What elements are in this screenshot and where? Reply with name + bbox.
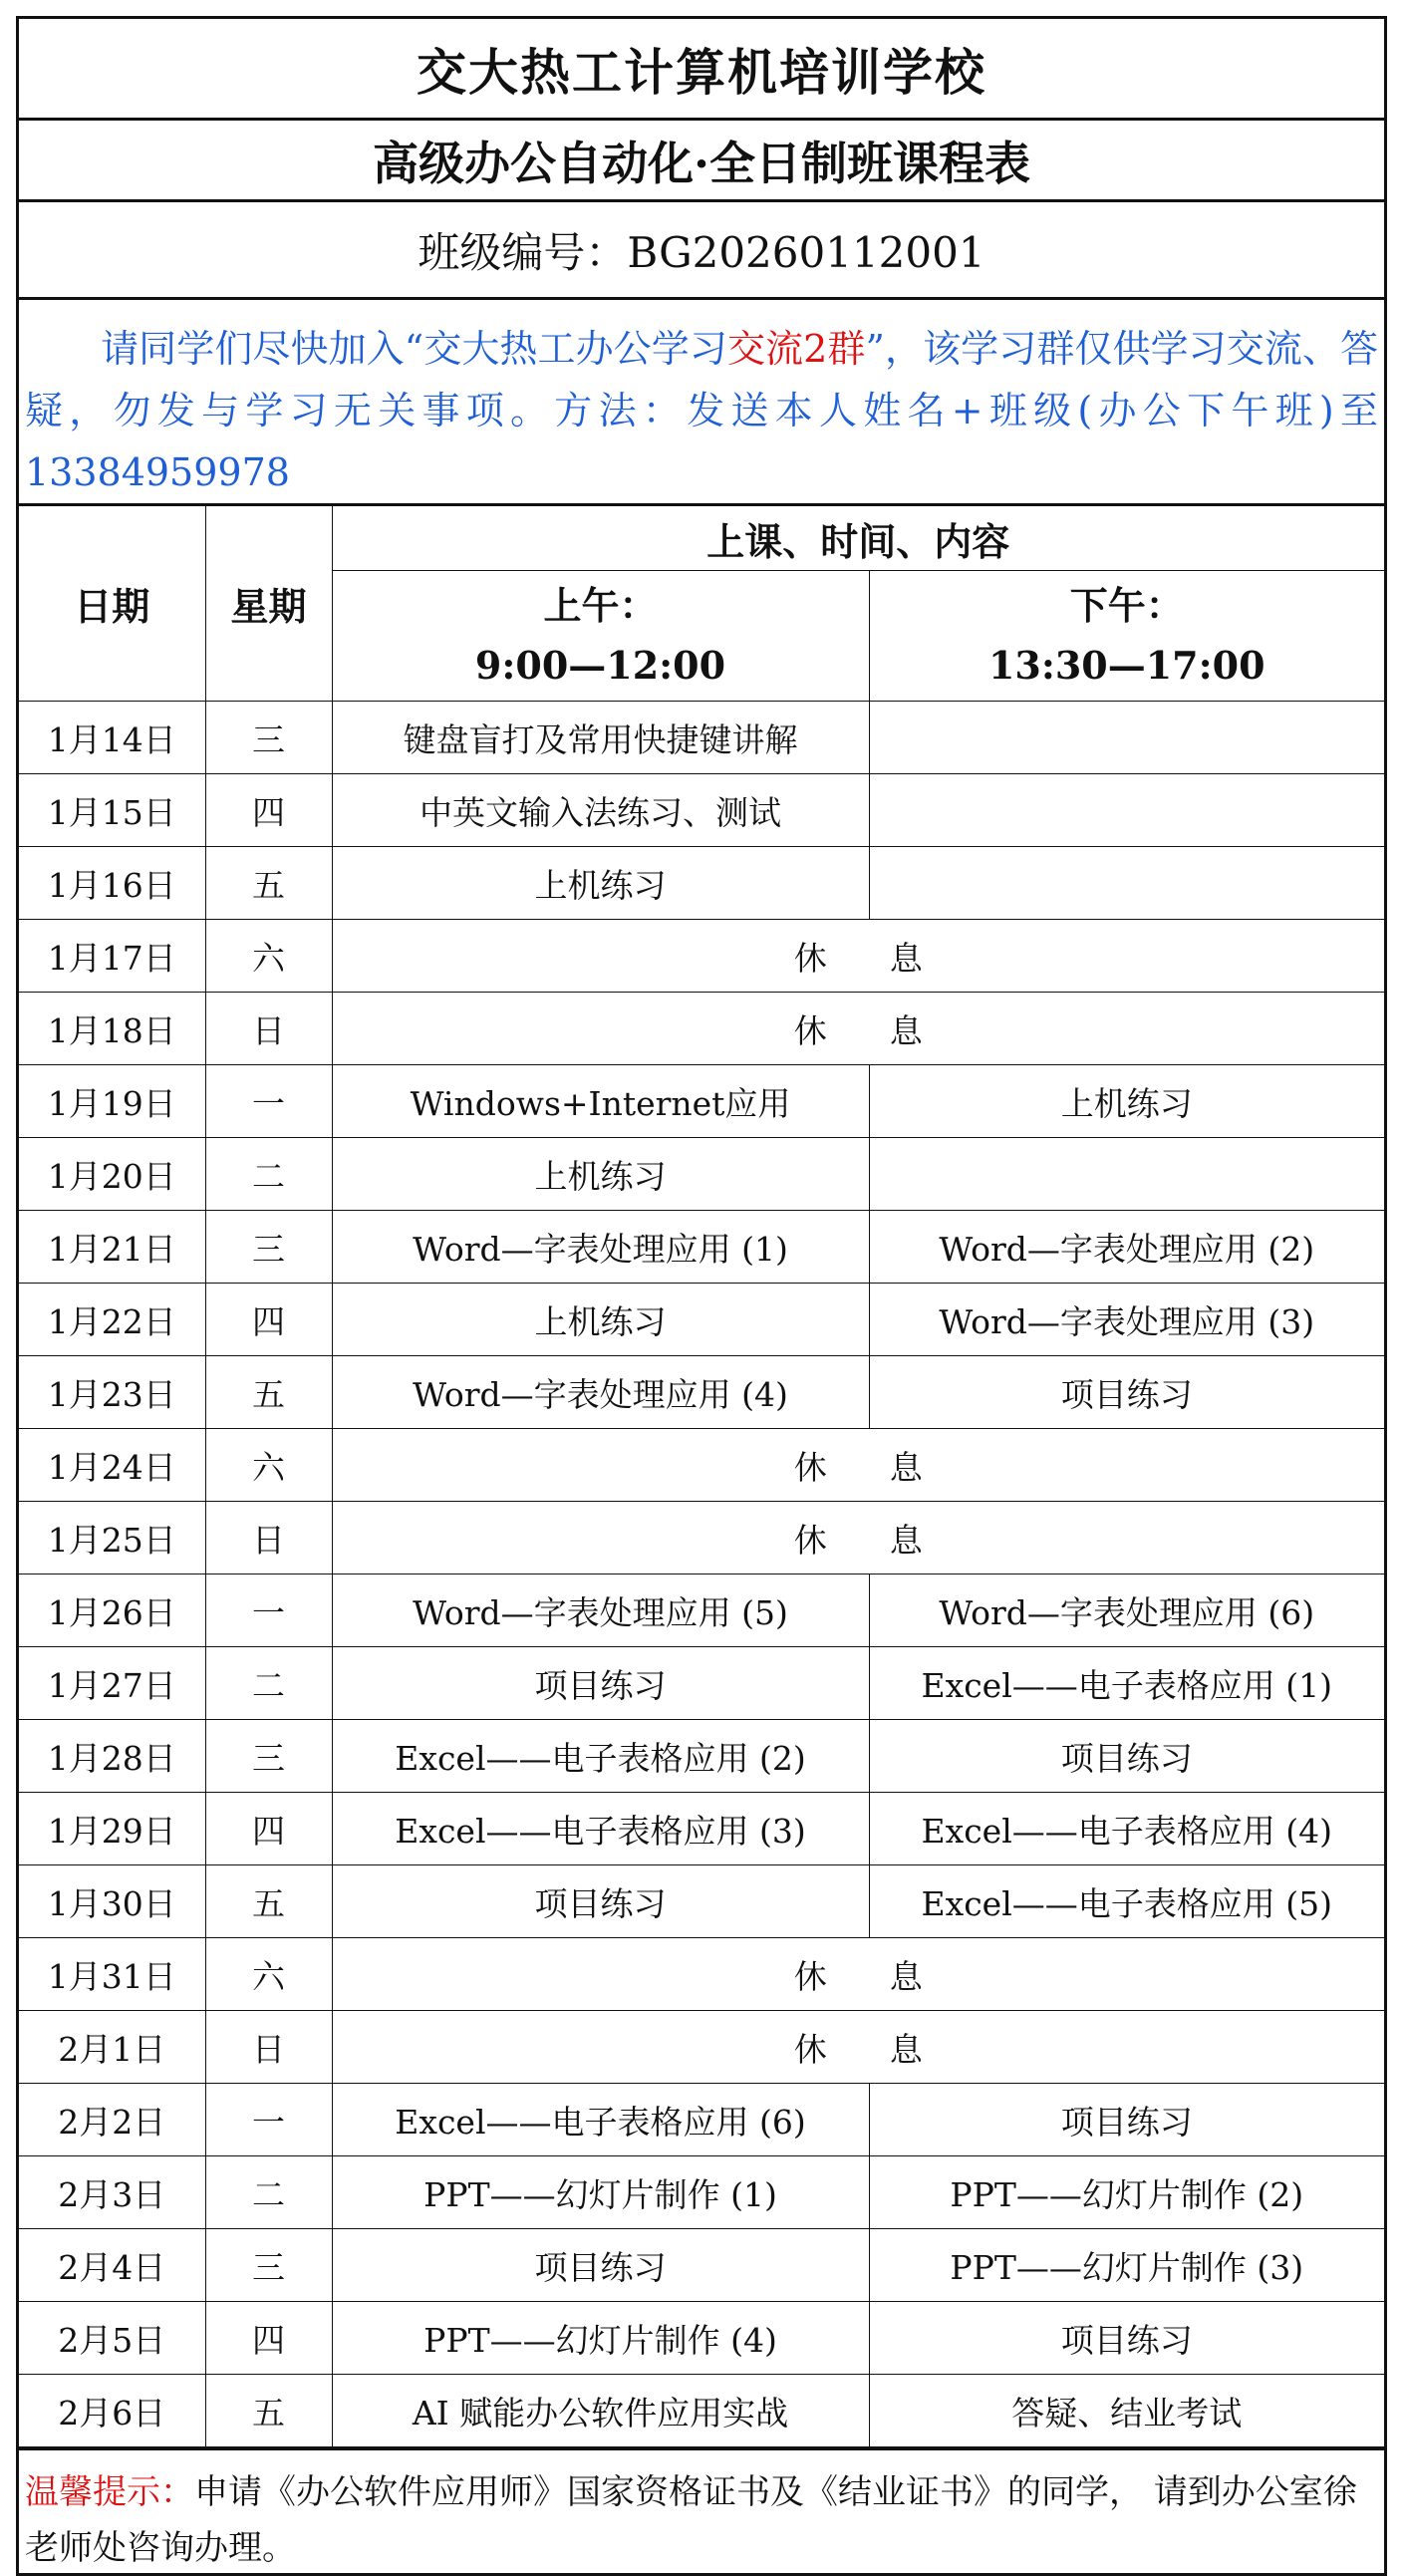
morning-cell: Excel——电子表格应用 (6): [332, 2084, 869, 2156]
weekday-cell: 一: [205, 2084, 332, 2156]
date-cell: 1月20日: [19, 1138, 205, 1211]
header-weekday: 星期: [205, 506, 332, 702]
date-cell: 1月16日: [19, 847, 205, 920]
footer-tip: [19, 2447, 1384, 2573]
afternoon-time: 13:30—17:00: [987, 643, 1265, 688]
weekday-cell: 二: [205, 2156, 332, 2229]
afternoon-cell: [869, 702, 1384, 774]
weekday-cell: 三: [205, 2229, 332, 2302]
date-cell: 2月6日: [19, 2375, 205, 2447]
weekday-cell: 日: [205, 1502, 332, 1574]
table-row: [19, 1574, 1384, 1647]
date-cell: 2月1日: [19, 2011, 205, 2084]
header-morning: [332, 571, 869, 702]
weekday-cell: 五: [205, 2375, 332, 2447]
class-number: 班级编号：BG20260112001: [19, 202, 1384, 300]
weekday-cell: 日: [205, 2011, 332, 2084]
tip-text: 申请《办公软件应用师》国家资格证书及《结业证书》的同学， 请到办公室徐老师处咨询办理。: [25, 2472, 1357, 2568]
table-row: [19, 1502, 1384, 1574]
table-row: [19, 2229, 1384, 2302]
weekday-cell: 五: [205, 1356, 332, 1429]
table-row: [19, 993, 1384, 1065]
date-cell: 1月18日: [19, 993, 205, 1065]
weekday-cell: 四: [205, 1284, 332, 1356]
weekday-cell: 四: [205, 2302, 332, 2375]
afternoon-cell: Word—字表处理应用 (6): [869, 1574, 1384, 1647]
rest-day-cell: 休 息: [332, 1429, 1384, 1502]
table-row: [19, 1211, 1384, 1284]
morning-label: 上午：: [543, 583, 658, 628]
rest-day-cell: 休 息: [332, 920, 1384, 993]
afternoon-cell: [869, 774, 1384, 847]
date-cell: 2月3日: [19, 2156, 205, 2229]
date-cell: 2月5日: [19, 2302, 205, 2375]
morning-cell: 项目练习: [332, 1865, 869, 1938]
afternoon-cell: Excel——电子表格应用 (5): [869, 1865, 1384, 1938]
date-cell: 1月30日: [19, 1865, 205, 1938]
header-content-group: 上课、时间、内容: [332, 506, 1384, 571]
notice-text-2: ”，该学习群仅供学习交流、答疑，勿发与学习无关事项。方法：发送本人姓名+班级(办公下午班)至13384959978: [25, 327, 1378, 494]
table-row: [19, 1429, 1384, 1502]
morning-cell: PPT——幻灯片制作 (1): [332, 2156, 869, 2229]
morning-time: 9:00—12:00: [474, 643, 726, 688]
table-row: [19, 774, 1384, 847]
afternoon-cell: Word—字表处理应用 (3): [869, 1284, 1384, 1356]
rest-day-cell: 休 息: [332, 2011, 1384, 2084]
table-row: [19, 2156, 1384, 2229]
morning-cell: 项目练习: [332, 1647, 869, 1720]
weekday-cell: 四: [205, 774, 332, 847]
date-cell: 1月17日: [19, 920, 205, 993]
table-row: [19, 2084, 1384, 2156]
table-row: [19, 2375, 1384, 2447]
table-row: [19, 847, 1384, 920]
table-row: [19, 1720, 1384, 1793]
table-row: [19, 2302, 1384, 2375]
schedule-table: [19, 506, 1384, 2447]
morning-cell: Word—字表处理应用 (5): [332, 1574, 869, 1647]
morning-cell: 上机练习: [332, 1138, 869, 1211]
date-cell: 1月31日: [19, 1938, 205, 2011]
schedule-sheet: [16, 16, 1387, 2576]
table-row: [19, 1647, 1384, 1720]
morning-cell: Word—字表处理应用 (1): [332, 1211, 869, 1284]
date-cell: 1月15日: [19, 774, 205, 847]
weekday-cell: 六: [205, 920, 332, 993]
morning-cell: 中英文输入法练习、测试: [332, 774, 869, 847]
date-cell: 1月29日: [19, 1793, 205, 1865]
rest-day-cell: 休 息: [332, 993, 1384, 1065]
date-cell: 1月19日: [19, 1065, 205, 1138]
date-cell: 1月25日: [19, 1502, 205, 1574]
afternoon-cell: [869, 847, 1384, 920]
weekday-cell: 四: [205, 1793, 332, 1865]
weekday-cell: 一: [205, 1574, 332, 1647]
rest-day-cell: 休 息: [332, 1502, 1384, 1574]
afternoon-cell: 项目练习: [869, 2302, 1384, 2375]
morning-cell: Windows+Internet应用: [332, 1065, 869, 1138]
afternoon-cell: Word—字表处理应用 (2): [869, 1211, 1384, 1284]
notice-text-1: 请同学们尽快加入“交大热工办公学习: [101, 327, 727, 371]
date-cell: 1月22日: [19, 1284, 205, 1356]
header-date: 日期: [19, 506, 205, 702]
table-row: [19, 1284, 1384, 1356]
weekday-cell: 二: [205, 1647, 332, 1720]
afternoon-cell: 项目练习: [869, 1720, 1384, 1793]
table-row: [19, 1138, 1384, 1211]
afternoon-cell: Excel——电子表格应用 (1): [869, 1647, 1384, 1720]
date-cell: 1月24日: [19, 1429, 205, 1502]
weekday-cell: 三: [205, 1720, 332, 1793]
date-cell: 1月28日: [19, 1720, 205, 1793]
weekday-cell: 一: [205, 1065, 332, 1138]
school-title: 交大热工计算机培训学校: [19, 19, 1384, 121]
afternoon-cell: [869, 1138, 1384, 1211]
header-afternoon: [869, 571, 1384, 702]
morning-cell: Excel——电子表格应用 (3): [332, 1793, 869, 1865]
table-row: [19, 1793, 1384, 1865]
table-row: [19, 1356, 1384, 1429]
afternoon-cell: 答疑、结业考试: [869, 2375, 1384, 2447]
date-cell: 2月2日: [19, 2084, 205, 2156]
date-cell: 1月27日: [19, 1647, 205, 1720]
course-title: 高级办公自动化·全日制班课程表: [19, 121, 1384, 202]
table-row: [19, 2011, 1384, 2084]
afternoon-cell: PPT——幻灯片制作 (3): [869, 2229, 1384, 2302]
morning-cell: Word—字表处理应用 (4): [332, 1356, 869, 1429]
weekday-cell: 五: [205, 1865, 332, 1938]
afternoon-cell: Excel——电子表格应用 (4): [869, 1793, 1384, 1865]
date-cell: 1月23日: [19, 1356, 205, 1429]
weekday-cell: 三: [205, 702, 332, 774]
date-cell: 1月14日: [19, 702, 205, 774]
morning-cell: 上机练习: [332, 1284, 869, 1356]
weekday-cell: 六: [205, 1429, 332, 1502]
table-row: [19, 920, 1384, 993]
date-cell: 2月4日: [19, 2229, 205, 2302]
group-notice: [19, 300, 1384, 506]
afternoon-label: 下午：: [1069, 583, 1184, 628]
table-row: [19, 1938, 1384, 2011]
date-cell: 1月21日: [19, 1211, 205, 1284]
table-row: [19, 1865, 1384, 1938]
afternoon-cell: 项目练习: [869, 2084, 1384, 2156]
morning-cell: AI 赋能办公软件应用实战: [332, 2375, 869, 2447]
morning-cell: PPT——幻灯片制作 (4): [332, 2302, 869, 2375]
tip-label: 温馨提示：: [25, 2472, 194, 2512]
table-row: [19, 1065, 1384, 1138]
rest-day-cell: 休 息: [332, 1938, 1384, 2011]
afternoon-cell: 上机练习: [869, 1065, 1384, 1138]
weekday-cell: 六: [205, 1938, 332, 2011]
notice-highlight: 交流2群: [726, 327, 866, 371]
afternoon-cell: PPT——幻灯片制作 (2): [869, 2156, 1384, 2229]
morning-cell: Excel——电子表格应用 (2): [332, 1720, 869, 1793]
date-cell: 1月26日: [19, 1574, 205, 1647]
weekday-cell: 日: [205, 993, 332, 1065]
afternoon-cell: 项目练习: [869, 1356, 1384, 1429]
weekday-cell: 二: [205, 1138, 332, 1211]
morning-cell: 项目练习: [332, 2229, 869, 2302]
weekday-cell: 五: [205, 847, 332, 920]
morning-cell: 键盘盲打及常用快捷键讲解: [332, 702, 869, 774]
morning-cell: 上机练习: [332, 847, 869, 920]
weekday-cell: 三: [205, 1211, 332, 1284]
table-row: [19, 702, 1384, 774]
